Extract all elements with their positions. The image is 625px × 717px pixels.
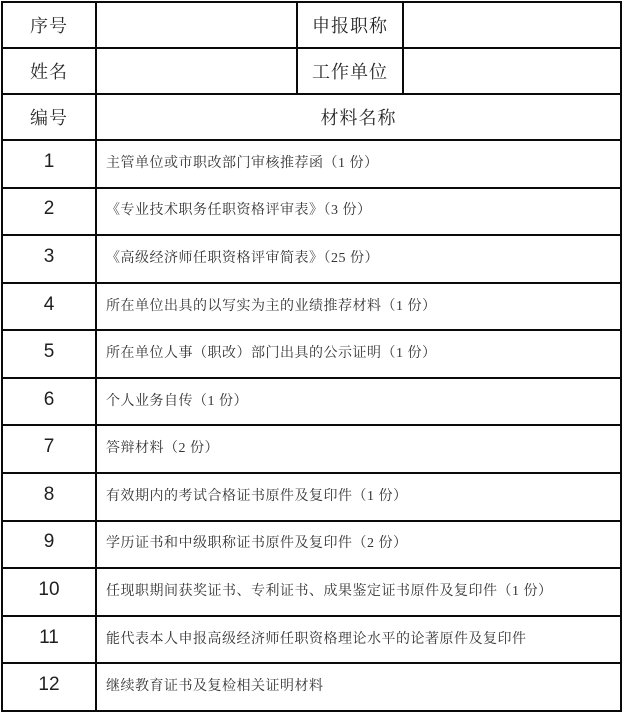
header-row-serial-title (2, 2, 621, 48)
material-number: 7 (2, 425, 96, 473)
material-row (2, 568, 621, 616)
material-name: 所在单位出具的以写实为主的业绩推荐材料（1 份） (96, 283, 621, 331)
material-row (2, 473, 621, 521)
material-number: 2 (2, 188, 96, 236)
material-name: 继续教育证书及复检相关证明材料 (96, 663, 621, 711)
material-row (2, 283, 621, 331)
materials-checklist-table (1, 1, 622, 712)
material-name: 《高级经济师任职资格评审简表》（25 份） (96, 235, 621, 283)
material-row (2, 378, 621, 426)
material-number: 5 (2, 330, 96, 378)
material-row (2, 616, 621, 664)
declared-title-value-cell (403, 2, 621, 48)
material-number: 4 (2, 283, 96, 331)
declared-title-label: 申报职称 (297, 2, 403, 48)
material-row (2, 521, 621, 569)
material-number: 8 (2, 473, 96, 521)
material-number: 1 (2, 140, 96, 188)
material-number: 12 (2, 663, 96, 711)
material-number-column-header: 编号 (2, 94, 96, 140)
work-unit-label: 工作单位 (297, 48, 403, 94)
material-name: 个人业务自传（1 份） (96, 378, 621, 426)
material-name: 《专业技术职务任职资格评审表》（3 份） (96, 188, 621, 236)
material-number: 3 (2, 235, 96, 283)
material-row (2, 188, 621, 236)
serial-number-value-cell (96, 2, 297, 48)
material-name: 能代表本人申报高级经济师任职资格理论水平的论著原件及复印件 (96, 616, 621, 664)
material-name: 主管单位或市职改部门审核推荐函（1 份） (96, 140, 621, 188)
list-header-row (2, 94, 621, 140)
material-name: 任现职期间获奖证书、专利证书、成果鉴定证书原件及复印件（1 份） (96, 568, 621, 616)
applicant-name-value-cell (96, 48, 297, 94)
material-row (2, 663, 621, 711)
material-number: 9 (2, 521, 96, 569)
header-row-name-unit (2, 48, 621, 94)
applicant-name-label: 姓名 (2, 48, 96, 94)
material-name: 所在单位人事（职改）部门出具的公示证明（1 份） (96, 330, 621, 378)
material-row (2, 140, 621, 188)
material-name: 学历证书和中级职称证书原件及复印件（2 份） (96, 521, 621, 569)
material-row (2, 425, 621, 473)
material-number: 6 (2, 378, 96, 426)
serial-number-label: 序号 (2, 2, 96, 48)
material-number: 11 (2, 616, 96, 664)
material-row (2, 235, 621, 283)
work-unit-value-cell (403, 48, 621, 94)
material-name-column-header: 材料名称 (96, 94, 621, 140)
material-number: 10 (2, 568, 96, 616)
material-name: 有效期内的考试合格证书原件及复印件（1 份） (96, 473, 621, 521)
material-name: 答辩材料（2 份） (96, 425, 621, 473)
material-row (2, 330, 621, 378)
